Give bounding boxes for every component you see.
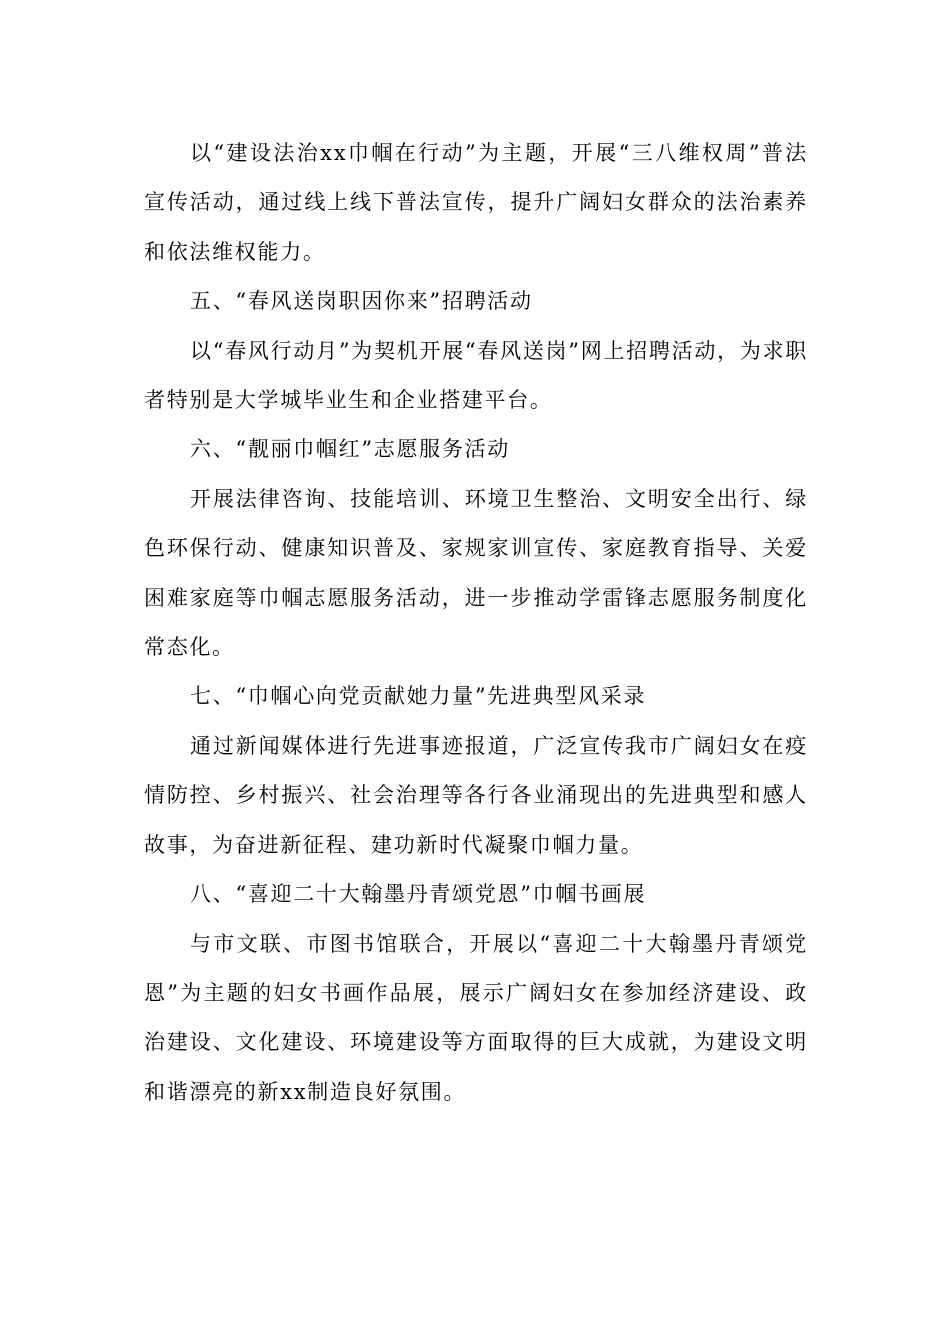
paragraph-role-models: 通过新闻媒体进行先进事迹报道，广泛宣传我市广阔妇女在疫情防控、乡村振兴、社会治理等各行各业涌现出的先进典型和感人故事，为奋进新征程、建功新时代凝聚巾帼力量。	[144, 733, 808, 857]
heading-section-7: 七、“巾帼心向党贡献她力量”先进典型风采录	[190, 684, 647, 709]
paragraph-legal-awareness: 以“建设法治xx巾帼在行动”为主题，开展“三八维权周”普法宣传活动，通过线上线下普法宣传，提升广阔妇女群众的法治素养和依法维权能力。	[144, 141, 808, 264]
heading-section-6: 六、“靓丽巾帼红”志愿服务活动	[190, 437, 510, 462]
heading-section-5: 五、“春风送岗职因你来”招聘活动	[190, 289, 533, 314]
paragraph-recruitment: 以“春风行动月”为契机开展“春风送岗”网上招聘活动，为求职者特别是大学城毕业生和企业搭建平台。	[144, 338, 808, 413]
paragraph-calligraphy-exhibition: 与市文联、市图书馆联合，开展以“喜迎二十大翰墨丹青颂党恩”为主题的妇女书画作品展，展示广阔妇女在参加经济建设、政治建设、文化建设、环境建设等方面取得的巨大成就，为建设文明和谐漂亮的新xx制造良好氛围。	[144, 931, 808, 1104]
paragraph-volunteer-service: 开展法律咨询、技能培训、环境卫生整治、文明安全出行、绿色环保行动、健康知识普及、家规家训宣传、家庭教育指导、关爱困难家庭等巾帼志愿服务活动，进一步推动学雷锋志愿服务制度化常态化。	[144, 486, 808, 660]
heading-section-8: 八、“喜迎二十大翰墨丹青颂党恩”巾帼书画展	[190, 882, 647, 907]
document-body	[144, 129, 808, 1117]
